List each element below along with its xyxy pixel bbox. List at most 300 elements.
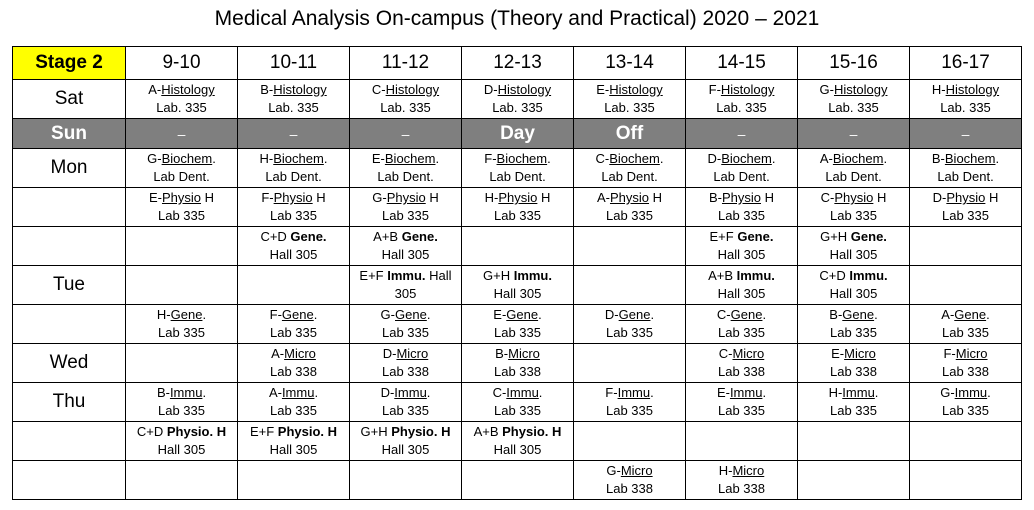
class-cell	[910, 149, 1022, 188]
class-title	[574, 306, 685, 324]
day-label-mon: Mon	[13, 149, 126, 188]
class-cell	[350, 383, 462, 422]
room-label: Lab 338	[494, 364, 541, 379]
slot-header: 9-10	[126, 47, 238, 80]
class-entry	[126, 384, 237, 420]
class-title	[238, 306, 349, 324]
group-label: G+H	[360, 424, 392, 439]
course-name: Physio	[609, 190, 650, 205]
course-name: Immu.	[387, 268, 426, 283]
course-suffix: .	[986, 307, 990, 322]
course-suffix: .	[650, 307, 655, 322]
class-entry	[798, 189, 909, 225]
class-title	[574, 462, 685, 480]
class-title	[686, 384, 797, 402]
empty-cell	[462, 461, 574, 500]
group-label: H-	[931, 82, 946, 97]
class-title	[798, 81, 909, 99]
room-label: Hall 305	[829, 247, 878, 262]
thursday-row-1	[13, 383, 1022, 422]
course-name: Physio. H	[391, 424, 451, 439]
course-suffix: Hall	[425, 268, 452, 283]
group-label: G-	[606, 463, 621, 478]
course-suffix: .	[771, 151, 776, 166]
room-label: Hall 305	[493, 286, 542, 301]
group-label: G+H	[820, 229, 851, 244]
sunday-cell: –	[910, 119, 1022, 149]
room-label: Lab. 335	[940, 100, 991, 115]
class-cell	[798, 305, 910, 344]
course-name: Micro	[732, 346, 765, 361]
group-label: F-	[605, 385, 618, 400]
room-label: Lab. 335	[380, 100, 431, 115]
class-entry	[238, 423, 349, 459]
group-label: B-	[931, 151, 945, 166]
course-name: Gene	[395, 307, 427, 322]
class-title	[798, 228, 909, 246]
group-label: A-	[148, 82, 162, 97]
course-name: Histology	[609, 82, 663, 97]
class-title	[574, 81, 685, 99]
room-label: Lab Dent.	[265, 169, 322, 184]
group-label: B-	[260, 82, 274, 97]
room-label: Lab 335	[270, 208, 317, 223]
sunday-row	[13, 119, 1022, 149]
class-cell	[462, 344, 574, 383]
class-cell	[350, 266, 462, 305]
course-name: Physio	[386, 190, 426, 205]
class-title	[126, 150, 237, 168]
group-label: B-	[156, 385, 170, 400]
group-label: F-	[943, 346, 956, 361]
class-entry	[686, 345, 797, 381]
room-label: Lab 335	[494, 325, 541, 340]
class-entry	[350, 228, 461, 264]
room-label: Lab 335	[830, 403, 877, 418]
course-name: Gene.	[401, 229, 438, 244]
class-entry	[350, 150, 461, 186]
class-entry	[574, 384, 685, 420]
class-entry	[910, 150, 1021, 186]
group-label: D-	[483, 82, 498, 97]
sunday-cell: –	[350, 119, 462, 149]
course-suffix: .	[313, 307, 318, 322]
course-name: Biochem	[832, 151, 884, 166]
group-label: A+B	[473, 424, 503, 439]
class-title	[686, 306, 797, 324]
class-cell	[910, 80, 1022, 119]
course-name: Gene	[170, 307, 203, 322]
group-label: H-	[156, 307, 171, 322]
empty-cell	[686, 422, 798, 461]
class-title	[350, 267, 461, 285]
empty-cell	[574, 344, 686, 383]
slot-header: 13-14	[574, 47, 686, 80]
tuesday-row-1	[13, 266, 1022, 305]
room-label: Lab 338	[942, 364, 989, 379]
class-entry	[350, 189, 461, 225]
group-label: H-	[484, 190, 499, 205]
class-title	[238, 384, 349, 402]
course-name: Gene	[618, 307, 651, 322]
sunday-cell: –	[798, 119, 910, 149]
room-label: Lab. 335	[828, 100, 879, 115]
saturday-row	[13, 80, 1022, 119]
wednesday-row	[13, 344, 1022, 383]
header-row	[13, 47, 1022, 80]
room-label: Lab. 335	[156, 100, 207, 115]
class-entry	[910, 345, 1021, 381]
room-label: Lab 335	[718, 325, 765, 340]
class-title	[126, 384, 237, 402]
group-label: A-	[941, 307, 955, 322]
class-cell	[686, 344, 798, 383]
group-label: E-	[831, 346, 845, 361]
room-label: Lab 338	[718, 481, 765, 496]
class-cell	[350, 227, 462, 266]
room-label: Lab 335	[494, 208, 541, 223]
class-entry	[686, 81, 797, 117]
class-entry	[910, 384, 1021, 420]
empty-day-cell	[13, 461, 126, 500]
class-entry	[574, 306, 685, 342]
course-name: Micro	[284, 346, 316, 361]
slot-header: 12-13	[462, 47, 574, 80]
class-cell	[910, 188, 1022, 227]
group-label: A-	[596, 190, 610, 205]
sunday-cell: –	[126, 119, 238, 149]
class-entry	[462, 267, 573, 303]
class-title	[462, 345, 573, 363]
class-cell	[350, 188, 462, 227]
thursday-row-2	[13, 422, 1022, 461]
timetable	[12, 46, 1022, 500]
class-cell	[686, 227, 798, 266]
room-label: Lab 335	[606, 325, 653, 340]
course-suffix: H	[537, 190, 551, 205]
course-name: Micro	[955, 346, 988, 361]
course-name: Immu.	[849, 268, 888, 283]
group-label: A-	[271, 346, 285, 361]
class-title	[126, 81, 237, 99]
class-title	[574, 189, 685, 207]
group-label: B-	[708, 190, 722, 205]
class-cell	[350, 344, 462, 383]
class-cell	[462, 422, 574, 461]
room-label: Lab 335	[718, 208, 765, 223]
class-cell	[126, 80, 238, 119]
class-entry	[462, 306, 573, 342]
class-entry	[238, 228, 349, 264]
class-cell	[350, 422, 462, 461]
class-cell	[574, 461, 686, 500]
course-suffix: .	[762, 307, 767, 322]
group-label: C+D	[819, 268, 850, 283]
course-name: Immu	[506, 385, 539, 400]
class-cell	[462, 149, 574, 188]
class-entry	[462, 345, 573, 381]
course-suffix: .	[650, 385, 654, 400]
room-label: 305	[394, 286, 417, 301]
course-suffix: .	[987, 385, 991, 400]
class-entry	[126, 81, 237, 117]
day-label-wed: Wed	[13, 344, 126, 383]
course-suffix: .	[874, 385, 879, 400]
room-label: Lab 338	[718, 364, 765, 379]
page-title: Medical Analysis On-campus (Theory and Practical) 2020 – 2021	[214, 7, 820, 30]
course-name: Biochem	[721, 151, 772, 166]
class-cell	[126, 149, 238, 188]
group-label: C-	[716, 307, 731, 322]
course-name: Biochem	[496, 151, 548, 166]
class-entry	[238, 384, 349, 420]
room-label: Lab 335	[158, 325, 205, 340]
class-cell	[798, 266, 910, 305]
course-suffix: H	[425, 190, 439, 205]
course-name: Histology	[833, 82, 888, 97]
class-cell	[798, 80, 910, 119]
course-suffix: .	[426, 307, 431, 322]
class-cell	[686, 80, 798, 119]
class-entry	[798, 267, 909, 303]
class-title	[350, 345, 461, 363]
group-label: D-	[932, 190, 947, 205]
room-label: Hall 305	[269, 247, 318, 262]
room-label: Lab 335	[158, 403, 205, 418]
room-label: Hall 305	[493, 442, 542, 457]
class-title	[238, 345, 349, 363]
room-label: Lab. 335	[716, 100, 767, 115]
room-label: Lab 335	[270, 403, 317, 418]
class-cell	[238, 227, 350, 266]
class-title	[686, 228, 797, 246]
course-suffix: .	[314, 385, 319, 400]
course-suffix: .	[995, 151, 1000, 166]
group-label: B-	[829, 307, 843, 322]
course-name: Immu	[394, 385, 427, 400]
class-entry	[238, 189, 349, 225]
class-cell	[574, 80, 686, 119]
room-label: Lab Dent.	[153, 169, 210, 184]
class-title	[686, 462, 797, 480]
room-label: Lab Dent.	[825, 169, 882, 184]
empty-day-cell	[13, 422, 126, 461]
course-suffix: .	[435, 151, 440, 166]
class-entry	[350, 306, 461, 342]
empty-cell	[462, 227, 574, 266]
class-title	[574, 384, 685, 402]
class-title	[238, 423, 349, 441]
empty-cell	[798, 461, 910, 500]
class-cell	[574, 149, 686, 188]
class-title	[574, 150, 685, 168]
empty-cell	[910, 422, 1022, 461]
group-label: G-	[372, 190, 387, 205]
course-suffix: .	[212, 151, 216, 166]
class-entry	[910, 189, 1021, 225]
empty-cell	[574, 266, 686, 305]
class-title	[238, 81, 349, 99]
stage-label: Stage 2	[13, 47, 126, 80]
empty-cell	[238, 266, 350, 305]
class-entry	[350, 267, 461, 303]
class-title	[798, 189, 909, 207]
room-label: Lab 335	[942, 325, 989, 340]
class-entry	[798, 345, 909, 381]
class-cell	[798, 149, 910, 188]
empty-cell	[574, 227, 686, 266]
group-label: C-	[595, 151, 610, 166]
group-label: F-	[261, 190, 274, 205]
class-cell	[574, 383, 686, 422]
course-name: Immu	[617, 385, 651, 400]
class-cell	[798, 227, 910, 266]
group-label: C-	[820, 190, 835, 205]
class-entry	[798, 150, 909, 186]
sunday-cell: –	[686, 119, 798, 149]
class-entry	[798, 384, 909, 420]
class-cell	[910, 383, 1022, 422]
room-label: Lab Dent.	[601, 169, 658, 184]
group-label: H-	[828, 385, 843, 400]
group-label: E-	[596, 82, 610, 97]
class-entry	[574, 189, 685, 225]
room-label: Lab 338	[830, 364, 877, 379]
class-title	[686, 267, 797, 285]
class-entry	[126, 306, 237, 342]
class-entry	[910, 81, 1021, 117]
empty-cell	[350, 461, 462, 500]
room-label: Hall 305	[829, 286, 878, 301]
group-label: F-	[484, 151, 497, 166]
room-label: Hall 305	[269, 442, 318, 457]
class-cell	[350, 305, 462, 344]
class-title	[798, 267, 909, 285]
class-entry	[238, 81, 349, 117]
room-label: Lab 335	[270, 325, 317, 340]
course-name: Micro	[732, 463, 765, 478]
group-label: C-	[492, 385, 507, 400]
group-label: E-	[148, 190, 162, 205]
class-entry	[238, 345, 349, 381]
room-label: Lab 335	[494, 403, 541, 418]
course-suffix: H	[201, 190, 215, 205]
class-entry	[686, 267, 797, 303]
course-name: Physio. H	[166, 424, 227, 439]
class-cell	[686, 188, 798, 227]
group-label: G-	[147, 151, 162, 166]
class-title	[238, 228, 349, 246]
room-label: Lab Dent.	[713, 169, 770, 184]
empty-cell	[126, 344, 238, 383]
class-cell	[126, 305, 238, 344]
class-cell	[238, 305, 350, 344]
room-label: Lab Dent.	[937, 169, 994, 184]
class-cell	[462, 266, 574, 305]
class-title	[462, 267, 573, 285]
course-name: Physio	[834, 190, 874, 205]
class-title	[126, 189, 237, 207]
course-suffix: .	[659, 151, 664, 166]
class-entry	[350, 423, 461, 459]
group-label: C+D	[136, 424, 167, 439]
class-cell	[238, 422, 350, 461]
course-suffix: .	[323, 151, 328, 166]
class-entry	[126, 189, 237, 225]
class-cell	[350, 80, 462, 119]
course-suffix: H	[649, 190, 663, 205]
room-label: Lab. 335	[268, 100, 319, 115]
course-name: Gene.	[850, 229, 887, 244]
class-entry	[462, 81, 573, 117]
course-name: Physio	[946, 190, 986, 205]
course-name: Physio	[273, 190, 313, 205]
room-label: Lab 335	[382, 208, 429, 223]
group-label: D-	[382, 346, 397, 361]
class-entry	[798, 306, 909, 342]
group-label: A+B	[373, 229, 402, 244]
class-cell	[126, 383, 238, 422]
class-title	[350, 228, 461, 246]
class-cell	[462, 305, 574, 344]
class-title	[686, 81, 797, 99]
class-title	[126, 306, 237, 324]
class-title	[798, 306, 909, 324]
group-label: A-	[819, 151, 833, 166]
group-label: B-	[495, 346, 509, 361]
course-name: Gene	[506, 307, 539, 322]
course-name: Histology	[161, 82, 215, 97]
group-label: F-	[269, 307, 282, 322]
slot-header: 16-17	[910, 47, 1022, 80]
class-entry	[462, 189, 573, 225]
class-entry	[686, 462, 797, 498]
sunday-cell: –	[238, 119, 350, 149]
empty-cell	[798, 422, 910, 461]
course-name: Immu.	[736, 268, 775, 283]
class-title	[350, 384, 461, 402]
course-name: Gene	[281, 307, 314, 322]
room-label: Lab 338	[606, 481, 653, 496]
tuesday-row-2	[13, 305, 1022, 344]
empty-day-cell	[13, 227, 126, 266]
class-cell	[238, 188, 350, 227]
course-name: Micro	[396, 346, 429, 361]
room-label: Hall 305	[717, 247, 766, 262]
empty-cell	[910, 227, 1022, 266]
class-title	[350, 306, 461, 324]
course-name: Histology	[945, 82, 1000, 97]
room-label: Lab 335	[606, 208, 653, 223]
class-title	[910, 150, 1021, 168]
class-cell	[798, 188, 910, 227]
class-entry	[350, 384, 461, 420]
room-label: Lab 335	[718, 403, 765, 418]
group-label: E+F	[249, 424, 278, 439]
day-label-sun: Sun	[13, 119, 126, 149]
class-title	[910, 306, 1021, 324]
course-suffix: .	[547, 151, 551, 166]
room-label: Hall 305	[381, 442, 430, 457]
class-entry	[126, 423, 237, 459]
class-cell	[686, 149, 798, 188]
slot-header: 11-12	[350, 47, 462, 80]
group-label: G-	[380, 307, 395, 322]
room-label: Lab 335	[830, 208, 877, 223]
course-name: Gene.	[737, 229, 774, 244]
class-title	[910, 384, 1021, 402]
course-suffix: .	[538, 385, 543, 400]
